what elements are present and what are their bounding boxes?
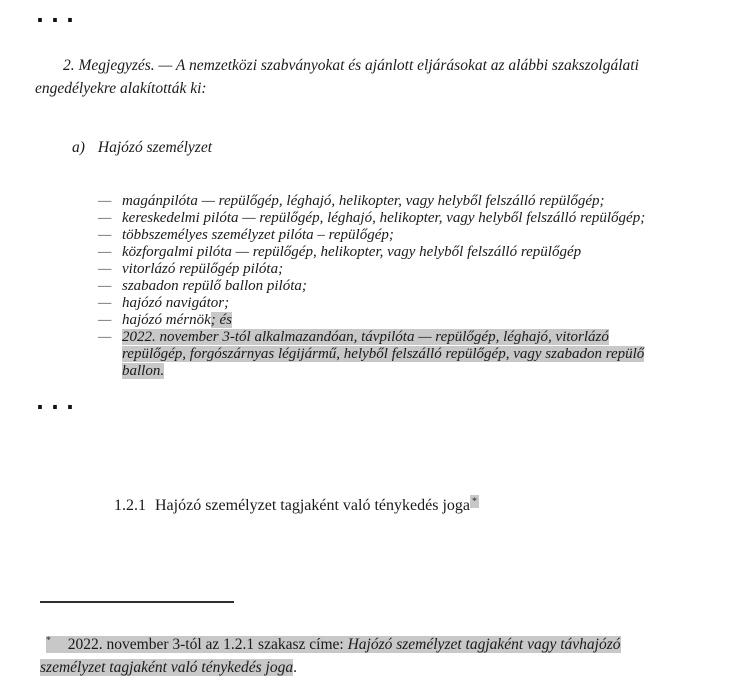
dash-bullet: — [98, 329, 112, 345]
dash-bullet: — [98, 261, 112, 277]
list-item [98, 210, 710, 227]
list-item-remote-pilot [98, 329, 710, 380]
section-number: 1.2.1 [114, 497, 146, 514]
list-item-text: vitorlázó repülőgép pilóta; [122, 261, 284, 277]
section-a-title: Hajózó személyzet [97, 139, 212, 156]
list-item [98, 295, 710, 312]
footnote-reference-asterisk: * [471, 495, 477, 507]
ellipsis-middle: ... [36, 390, 81, 414]
footnote-line-1 [40, 633, 708, 656]
list-item [98, 278, 710, 295]
highlighted-text [46, 636, 621, 653]
list-item-text: magánpilóta — repülőgép, léghajó, helikopter, vagy helyből felszálló repülőgép; [122, 193, 605, 209]
list-item-text: hajózó mérnök [122, 312, 211, 328]
footnote [40, 633, 708, 679]
footnote-line-2 [40, 656, 708, 679]
dash-bullet: — [98, 193, 112, 209]
section-1-2-1-heading [114, 495, 479, 517]
highlighted-text: repülőgép, forgószárnyas légijármű, helyből felszálló repülőgép, vagy szabadon repülő [122, 346, 645, 362]
list-item-text: hajózó navigátor; [122, 295, 230, 311]
list-item-text: többszemélyes személyzet pilóta – repülőgép; [122, 227, 394, 243]
note-paragraph-line-1: 2. Megjegyzés. — A nemzetközi szabványokat és ajánlott eljárásokat az alábbi szakszolgálati [63, 57, 639, 74]
dash-bullet: — [98, 244, 112, 260]
highlighted-text: személyzet tagjaként való ténykedés joga [40, 659, 294, 676]
dash-bullet: — [98, 278, 112, 294]
section-a-heading [72, 137, 212, 159]
list-item [98, 227, 710, 244]
dash-bullet: — [98, 295, 112, 311]
highlighted-text: 2022. november 3-tól alkalmazandóan, távpilóta — repülőgép, léghajó, vitorlázó [122, 329, 609, 345]
list-item [98, 193, 710, 210]
highlighted-text: ; és [210, 312, 232, 328]
dash-bullet: — [98, 227, 112, 243]
footnote-italic-text: Hajózó személyzet tagjaként vagy távhajózó [347, 636, 621, 653]
note-paragraph-line-2: engedélyekre alakították ki: [35, 79, 207, 97]
footnote-separator-rule [40, 601, 234, 603]
list-item-text: közforgalmi pilóta — repülőgép, helikopter, vagy helyből felszálló repülőgép [122, 244, 582, 260]
footnote-marker-asterisk: * [46, 634, 51, 646]
section-a-marker: a) [72, 139, 85, 156]
dash-bullet: — [98, 312, 112, 328]
dash-bullet: — [98, 210, 112, 226]
list-item [98, 261, 710, 278]
footnote-roman-text: 2022. november 3-tól az 1.2.1 szakasz címe: [67, 636, 348, 653]
list-item-text: kereskedelmi pilóta — repülőgép, léghajó, helikopter, vagy helyből felszálló repülőgép; [122, 210, 646, 226]
highlighted-text: ballon. [122, 363, 165, 379]
section-title: Hajózó személyzet tagjaként való ténykedés joga [155, 497, 470, 514]
note-paragraph [35, 55, 707, 100]
licence-list [98, 193, 710, 380]
ellipsis-top: ... [36, 3, 81, 27]
list-item-text: szabadon repülő ballon pilóta; [122, 278, 307, 294]
list-item-flight-engineer [98, 312, 710, 329]
footnote-period: . [293, 659, 297, 676]
list-item [98, 244, 710, 261]
